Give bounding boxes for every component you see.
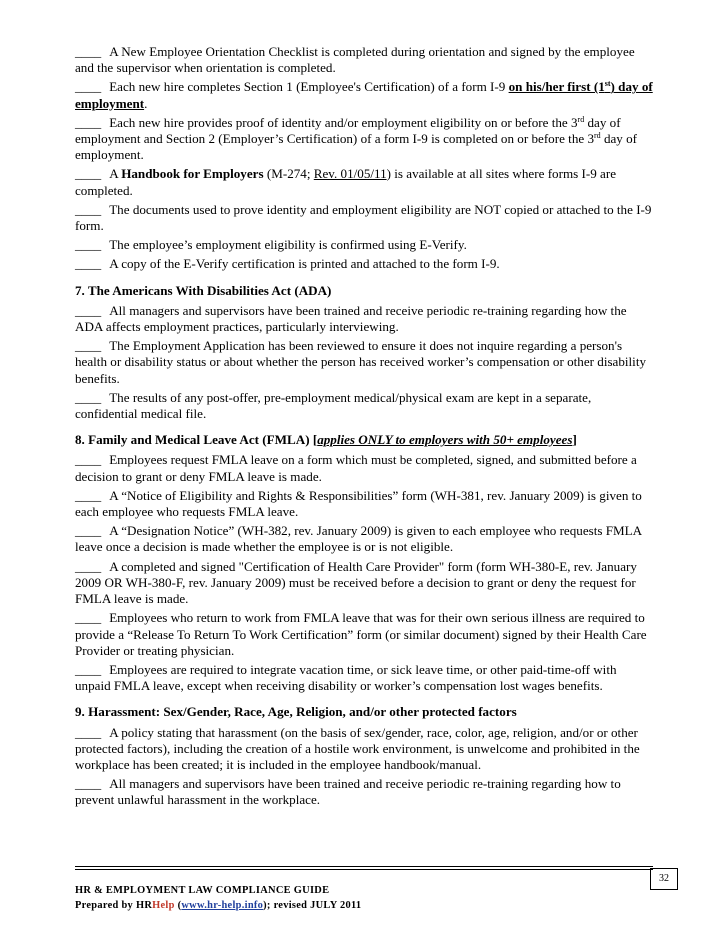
checkbox-blank: ____ bbox=[75, 523, 102, 539]
checklist-item: ____ Employees who return to work from FMLA leave that was for their own serious illness are required to provide a “Release To Return To Work Certification” form (or similar document) signed by their Health Care Provider or treating physician. bbox=[75, 610, 647, 658]
footer-title: HR & EMPLOYMENT LAW COMPLIANCE GUIDE bbox=[75, 885, 330, 896]
emphasis-first-day: on his/her first (1st) day of employment bbox=[75, 79, 653, 111]
checklist-item: ____ All managers and supervisors have been trained and receive periodic re-training regarding how the ADA affects employment practices, particularly interviewing. bbox=[75, 302, 627, 335]
checkbox-blank: ____ bbox=[75, 166, 102, 182]
checkbox-blank: ____ bbox=[75, 338, 102, 354]
checkbox-blank: ____ bbox=[75, 114, 102, 130]
checkbox-blank: ____ bbox=[75, 44, 102, 59]
checkbox-blank: ____ bbox=[75, 256, 102, 272]
section-heading-harassment: 9. Harassment: Sex/Gender, Race, Age, Religion, and/or other protected factors bbox=[75, 704, 517, 720]
footer-website-link[interactable]: www.hr-help.info bbox=[181, 900, 264, 911]
checklist-item: ____ Each new hire provides proof of identity and/or employment eligibility on or before the 3rd day of employment and Section 2 (Employer’s Certification) of a form I-9 is completed on or before the 3rd day of employment. bbox=[75, 114, 638, 163]
checkbox-blank: ____ bbox=[75, 776, 102, 792]
page-number: 32 bbox=[650, 868, 678, 890]
section-heading-fmla: 8. Family and Medical Leave Act (FMLA) [applies ONLY to employers with 50+ employees] bbox=[75, 432, 577, 448]
checkbox-blank: ____ bbox=[75, 724, 102, 740]
checklist-item: ____ The results of any post-offer, pre-employment medical/physical exam are kept in a separate, confidential medical file. bbox=[75, 389, 592, 422]
footer bbox=[75, 883, 595, 913]
checklist-item: ____ The employee’s employment eligibility is confirmed using E-Verify. bbox=[75, 237, 467, 253]
checkbox-blank: ____ bbox=[75, 452, 102, 468]
checkbox-blank: ____ bbox=[75, 610, 102, 626]
checklist-item: ____ A completed and signed "Certification of Health Care Provider" form (form WH-380-E, rev. January 2009 OR WH-380-F, rev. January 2009) must be received before a decision to grant or deny the request for FMLA leave is made. bbox=[75, 558, 637, 607]
checklist-content bbox=[75, 44, 653, 812]
checkbox-blank: ____ bbox=[75, 661, 102, 677]
checkbox-blank: ____ bbox=[75, 201, 102, 217]
handbook-title: Handbook for Employers bbox=[121, 166, 264, 182]
checklist-item: ____ A “Notice of Eligibility and Rights & Responsibilities” form (WH-381, rev. January 2009) is given to each employee who requests FMLA leave. bbox=[75, 487, 642, 520]
checklist-item: ____ Each new hire completes Section 1 (Employee's Certification) of a form I-9 on his/her first (1st) day of employment. bbox=[75, 79, 653, 111]
checkbox-blank: ____ bbox=[75, 79, 102, 95]
checklist-item: ____ The Employment Application has been reviewed to ensure it does not inquire regarding a person's health or disability status or about whether the person has received worker’s compensation or other disability benefits. bbox=[75, 338, 647, 386]
checklist-item: ____ Employees request FMLA leave on a form which must be completed, signed, and submitted before a decision to grant or deny FMLA leave is made. bbox=[75, 452, 637, 484]
section-heading-ada: 7. The Americans With Disabilities Act (ADA) bbox=[75, 282, 332, 298]
checklist-item: ____ All managers and supervisors have been trained and receive periodic re-training regarding how to prevent unlawful harassment in the workplace. bbox=[75, 776, 621, 808]
checkbox-blank: ____ bbox=[75, 389, 102, 405]
checklist-item: ____ A Handbook for Employers (M-274; Rev. 01/05/11) is available at all sites where forms I-9 are completed. bbox=[75, 166, 617, 198]
checkbox-blank: ____ bbox=[75, 302, 102, 318]
checkbox-blank: ____ bbox=[75, 237, 102, 253]
checklist-item: ____ A New Employee Orientation Checklist is completed during orientation and signed by the employee and the supervisor when orientation is completed. bbox=[75, 44, 635, 76]
checklist-item: ____ A “Designation Notice” (WH-382, rev. January 2009) is given to each employee who requests FMLA leave once a decision is made whether the employee is or is not eligible. bbox=[75, 523, 642, 555]
checklist-item: ____ Employees are required to integrate vacation time, or sick leave time, or other paid-time-off with unpaid FMLA leave, except when receiving disability or worker’s compensation lost wages benefits. bbox=[75, 661, 617, 694]
fmla-applicability-note: applies ONLY to employers with 50+ employees bbox=[317, 432, 573, 448]
checkbox-blank: ____ bbox=[75, 558, 102, 574]
checklist-item: ____ The documents used to prove identity and employment eligibility are NOT copied or attached to the I-9 form. bbox=[75, 201, 652, 234]
footer-rule-bottom bbox=[75, 869, 653, 870]
footer-prepared-by: Prepared by HRHelp (www.hr-help.info); revised JULY 2011 bbox=[75, 900, 362, 911]
footer-rule-top bbox=[75, 866, 653, 867]
footer-brand-help: Help bbox=[152, 900, 175, 911]
checkbox-blank: ____ bbox=[75, 487, 102, 503]
handbook-revision: Rev. 01/05/11 bbox=[313, 166, 387, 182]
checklist-item: ____ A policy stating that harassment (on the basis of sex/gender, race, color, age, religion, and/or or other protected factors), including the creation of a hostile work environment, is unwelcome and prohibited in the workplace has been created; it is included in the employee handbook/manual. bbox=[75, 724, 640, 772]
checklist-item: ____ A copy of the E-Verify certification is printed and attached to the form I-9. bbox=[75, 256, 500, 272]
